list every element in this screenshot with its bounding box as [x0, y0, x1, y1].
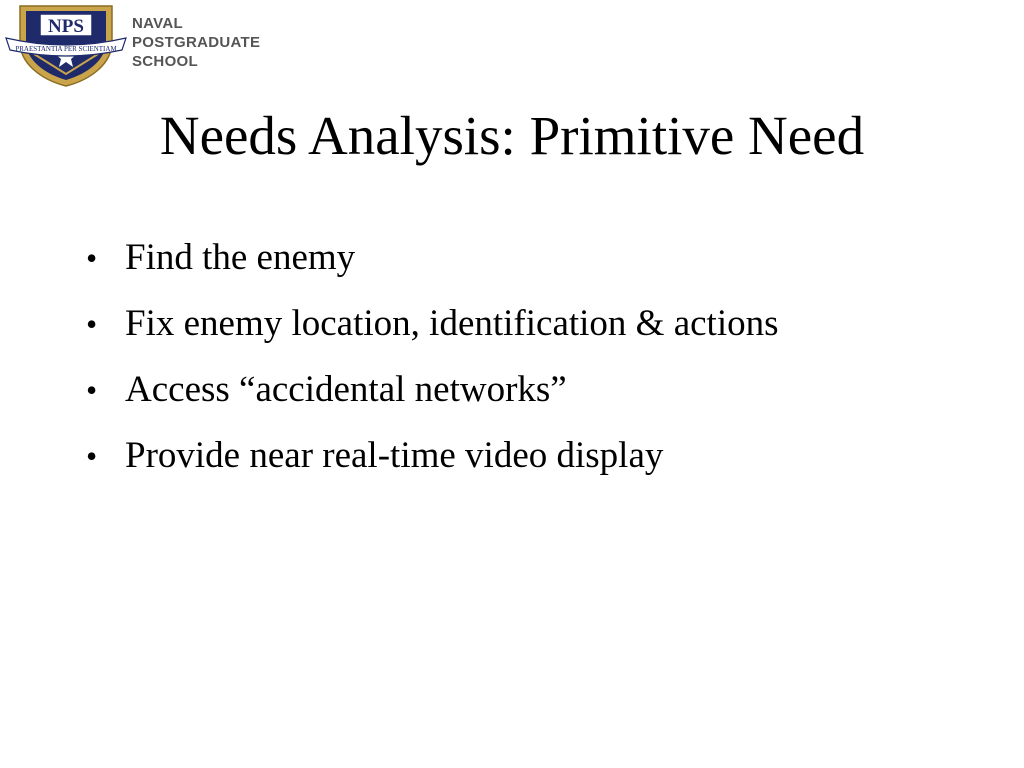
bullet-text: Access “accidental networks”	[125, 369, 567, 410]
school-name-line-1: NAVAL	[132, 15, 183, 32]
school-name-line-3: SCHOOL	[132, 53, 198, 70]
bullet-text: Find the enemy	[125, 237, 356, 278]
bullet-icon: •	[86, 306, 98, 342]
slide-title: Needs Analysis: Primitive Need	[159, 105, 865, 166]
bullet-text: Fix enemy location, identification & actions	[125, 303, 779, 344]
bullet-icon: •	[86, 372, 98, 408]
nps-crest-icon	[4, 2, 128, 88]
nps-logo	[4, 2, 294, 88]
list-item	[86, 364, 779, 430]
bullet-icon: •	[86, 438, 98, 474]
bullet-icon: •	[86, 240, 98, 276]
list-item	[86, 298, 779, 364]
school-name-line-2: POSTGRADUATE	[132, 34, 261, 51]
list-item	[86, 232, 779, 298]
bullet-text: Provide near real-time video display	[125, 435, 664, 476]
school-name	[132, 14, 260, 71]
bullet-list	[86, 232, 779, 496]
crest-label: NPS	[48, 16, 84, 37]
list-item	[86, 430, 779, 496]
crest-motto: PRAESTANTIA PER SCIENTIAM	[15, 45, 117, 53]
